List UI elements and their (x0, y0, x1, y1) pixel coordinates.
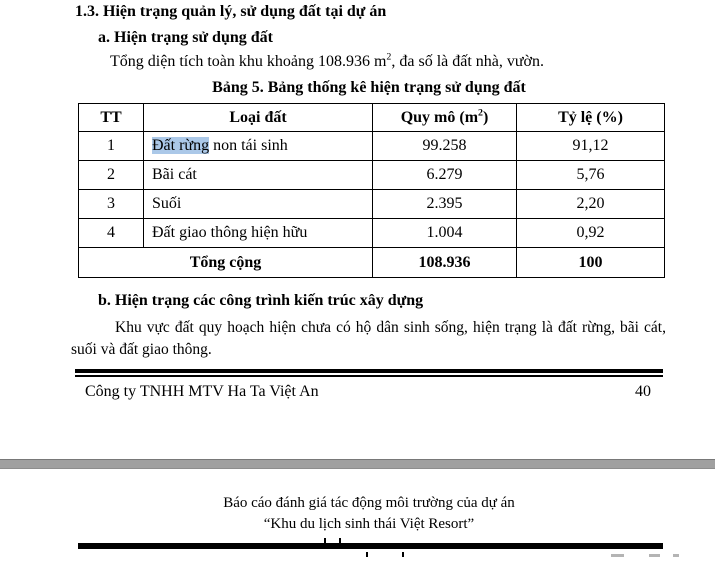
footer-divider (75, 369, 663, 377)
text-fragment (673, 554, 679, 557)
table-caption: Bảng 5. Bảng thống kê hiện trạng sử dụng đất (212, 79, 526, 96)
table-total-row (79, 248, 665, 278)
body-paragraph: Khu vực đất quy hoạch hiện chưa có hộ dân sinh sống, hiện trạng là đất rừng, bãi cát, suối và đất giao thông. (71, 319, 666, 358)
intro-paragraph (110, 53, 544, 71)
subsection-b-heading: b. Hiện trạng các công trình kiến trúc xây dựng (98, 292, 424, 309)
col-quymo-close: ) (482, 108, 489, 126)
section-heading-1-3: 1.3. Hiện trạng quản lý, sử dụng đất tại dự án (75, 3, 387, 20)
table-header-row (79, 104, 665, 132)
col-header-tt: TT (79, 104, 144, 132)
table-row (79, 132, 665, 161)
cell-ty-le: 91,12 (517, 132, 665, 161)
col-header-quy-mo (373, 104, 517, 132)
cell-loai-dat: Bãi cát (144, 161, 373, 190)
cell-quy-mo: 1.004 (373, 219, 517, 248)
page-break-separator (0, 459, 715, 469)
text-fragment (402, 552, 404, 557)
total-quy-mo: 108.936 (373, 248, 517, 278)
footer-page-number: 40 (635, 383, 651, 400)
cell-tt: 1 (79, 132, 144, 161)
col-header-ty-le: Tỷ lệ (%) (517, 104, 665, 132)
next-page-header-line2: “Khu du lịch sinh thái Việt Resort” (263, 516, 475, 532)
text-fragment (324, 538, 326, 543)
page-footer (85, 383, 651, 401)
total-ty-le: 100 (517, 248, 665, 278)
text-fragment (611, 554, 624, 557)
total-label: Tổng cộng (79, 248, 373, 278)
next-page-header (75, 493, 663, 535)
cell-quy-mo: 2.395 (373, 190, 517, 219)
col-header-loai-dat: Loại đất (144, 104, 373, 132)
intro-text-start: Tổng diện tích toàn khu khoảng 108.936 m (110, 53, 387, 70)
intro-text-end: , đa số là đất nhà, vườn. (391, 53, 545, 70)
cell-loai-dat: Suối (144, 190, 373, 219)
cell-loai-dat (144, 132, 373, 161)
cell-tt: 4 (79, 219, 144, 248)
cell-quy-mo: 99.258 (373, 132, 517, 161)
footer-company-name: Công ty TNHH MTV Ha Ta Việt An (85, 383, 319, 400)
cell-ty-le: 0,92 (517, 219, 665, 248)
table-row (79, 190, 665, 219)
superscript-2: 2 (478, 107, 483, 119)
text-fragment (649, 554, 660, 557)
table-row (79, 219, 665, 248)
text-fragment (339, 538, 341, 543)
subsection-a-heading: a. Hiện trạng sử dụng đất (98, 29, 273, 46)
cell-ty-le: 2,20 (517, 190, 665, 219)
cell-quy-mo: 6.279 (373, 161, 517, 190)
text-fragment (366, 552, 368, 557)
cell-tt: 3 (79, 190, 144, 219)
col-quymo-text: Quy mô (m (400, 108, 479, 126)
cell-loai-rest: non tái sinh (209, 137, 288, 154)
cell-tt: 2 (79, 161, 144, 190)
superscript-2: 2 (386, 51, 392, 63)
selected-text: Đất rừng (152, 137, 210, 154)
table-row (79, 161, 665, 190)
next-page-header-rule (78, 543, 663, 549)
cell-ty-le: 5,76 (517, 161, 665, 190)
cell-loai-dat: Đất giao thông hiện hữu (144, 219, 373, 248)
land-use-table (78, 103, 665, 278)
next-page-header-line1: Báo cáo đánh giá tác động môi trường của dự án (223, 495, 515, 511)
